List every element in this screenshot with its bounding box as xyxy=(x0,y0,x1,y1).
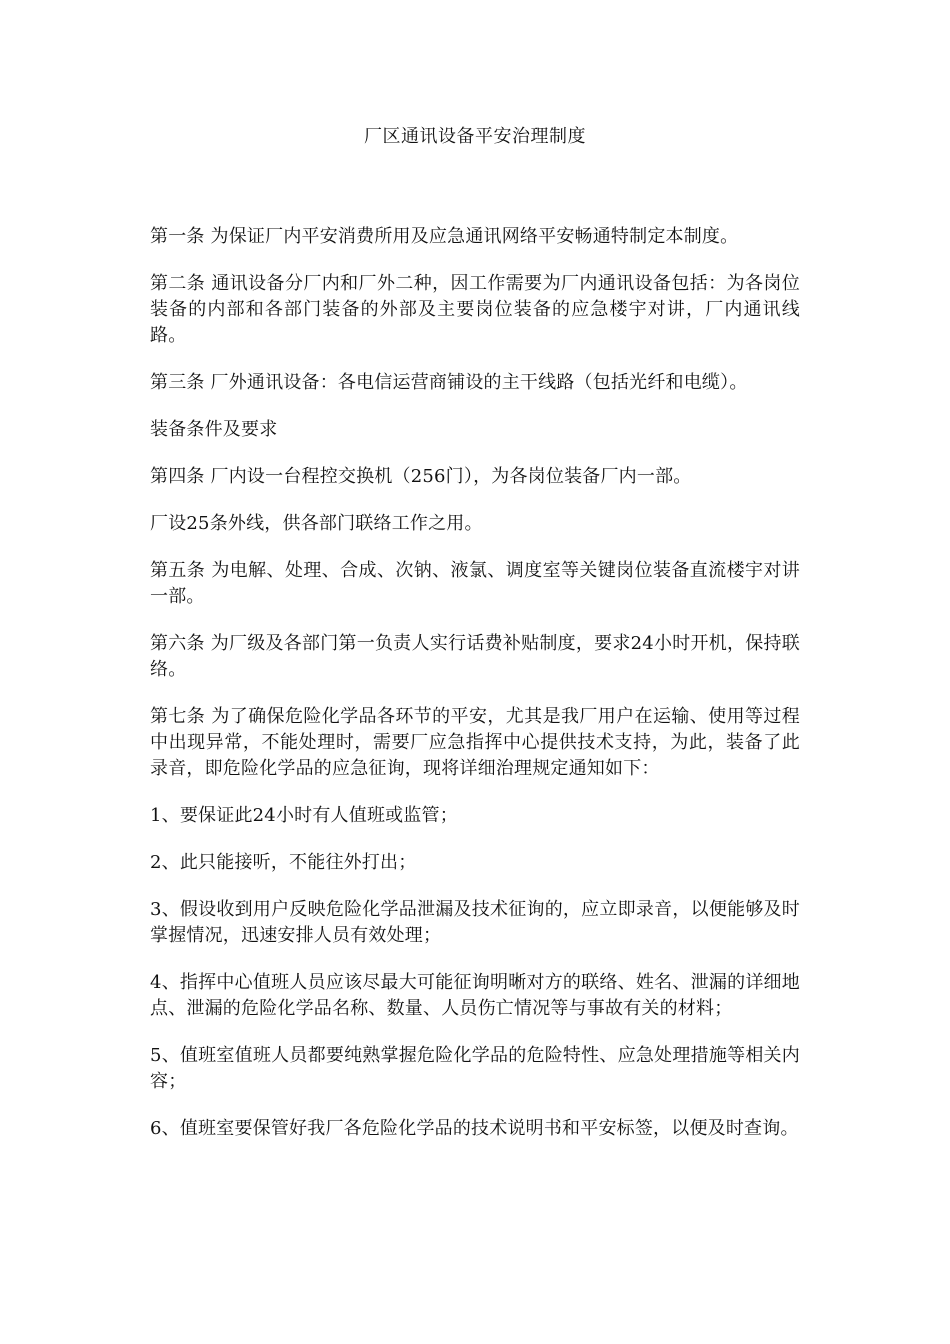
article-4-paragraph: 第四条 厂内设一台程控交换机（256门），为各岗位装备厂内一部。 xyxy=(150,466,692,487)
rule-item-4: 4、指挥中心值班人员应该尽最大可能征询明晰对方的联络、姓名、泄漏的详细地点、泄漏的危险化学品名称、数量、人员伤亡情况等与事故有关的材料； xyxy=(150,972,800,1019)
article-3-paragraph: 第三条 厂外通讯设备：各电信运营商铺设的主干线路（包括光纤和电缆）。 xyxy=(150,372,748,393)
rule-item-2: 2、此只能接听，不能往外打出； xyxy=(150,852,417,873)
external-lines-paragraph: 厂设25条外线，供各部门联络工作之用。 xyxy=(150,513,483,534)
section-heading: 装备条件及要求 xyxy=(150,419,278,440)
article-5-paragraph: 第五条 为电解、处理、合成、次钠、液氯、调度室等关键岗位装备直流楼宇对讲一部。 xyxy=(150,560,800,607)
rule-item-6: 6、值班室要保管好我厂各危险化学品的技术说明书和平安标签，以便及时查询。 xyxy=(150,1118,799,1139)
article-7-paragraph: 第七条 为了确保危险化学品各环节的平安，尤其是我厂用户在运输、使用等过程中出现异常，不能处理时，需要厂应急指挥中心提供技术支持，为此，装备了此录音，即危险化学品的应急征询，现将详细治理规定通知如下： xyxy=(150,706,800,779)
rule-item-5: 5、值班室值班人员都要纯熟掌握危险化学品的危险特性、应急处理措施等相关内容； xyxy=(150,1045,800,1092)
rule-item-1: 1、要保证此24小时有人值班或监管； xyxy=(150,805,458,826)
document-title: 厂区通讯设备平安治理制度 xyxy=(364,126,586,147)
document-body xyxy=(150,224,800,1163)
article-6-paragraph: 第六条 为厂级及各部门第一负责人实行话费补贴制度，要求24小时开机，保持联络。 xyxy=(150,633,800,680)
rule-item-3: 3、假设收到用户反映危险化学品泄漏及技术征询的，应立即录音，以便能够及时掌握情况，迅速安排人员有效处理； xyxy=(150,899,800,946)
article-2-paragraph: 第二条 通讯设备分厂内和厂外二种，因工作需要为厂内通讯设备包括：为各岗位装备的内部和各部门装备的外部及主要岗位装备的应急楼宇对讲，厂内通讯线路。 xyxy=(150,273,800,346)
article-1-paragraph: 第一条 为保证厂内平安消费所用及应急通讯网络平安畅通特制定本制度。 xyxy=(150,226,739,247)
